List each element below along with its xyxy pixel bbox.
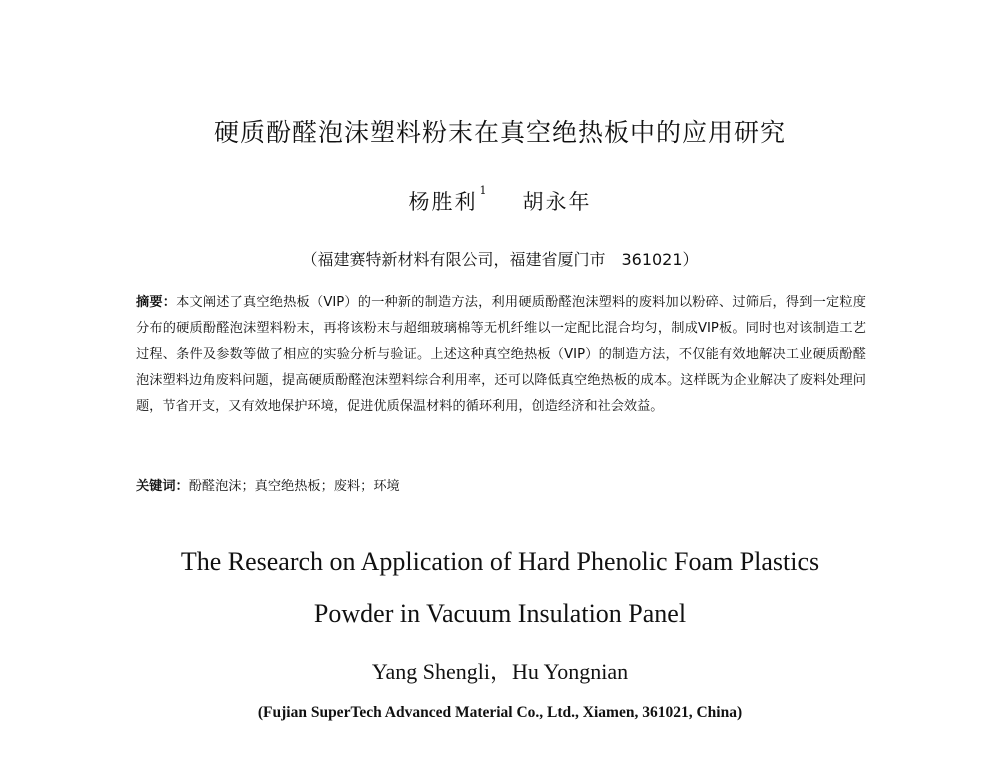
paper-title-chinese: 硬质酚醛泡沫塑料粉末在真空绝热板中的应用研究 bbox=[213, 118, 786, 147]
title-line: The Research on Application of Hard Phenolic Foam Plastics bbox=[180, 547, 820, 576]
affiliation-marker: 1 bbox=[479, 184, 489, 197]
abstract bbox=[136, 290, 866, 420]
affiliation-english: (Fujian SuperTech Advanced Material Co., Ltd., Xiamen, 361021, China) bbox=[257, 704, 743, 721]
title-line: Powder in Vacuum Insulation Panel bbox=[313, 599, 687, 628]
affiliation-chinese: （福建赛特新材料有限公司，福建省厦门市 361021） bbox=[301, 250, 699, 269]
keywords bbox=[136, 475, 866, 494]
authors-english: Yang Shengli，Hu Yongnian bbox=[371, 659, 629, 684]
abstract-text: 本文阐述了真空绝热板（VIP）的一种新的制造方法，利用硬质酚醛泡沫塑料的废料加以粉碎、过筛后，得到一定粒度分布的硬质酚醛泡沫塑料粉末，再将该粉末与超细玻璃棉等无机纤维以一定配比混合均匀，制成VIP板。同时也对该制造工艺过程、条件及参数等做了相应的实验分析与验证。上述这种真空绝热板（VIP）的制造方法，不仅能有效地解决工业硬质酚醛泡沫塑料边角废料问题，提高硬质酚醛泡沫塑料综合利用率，还可以降低真空绝热板的成本。这样既为企业解决了废料处理问题，节省开支，又有效地保护环境，促进优质保温材料的循环利用，创造经济和社会效益。 bbox=[136, 295, 866, 414]
abstract-label: 摘要： bbox=[136, 295, 177, 310]
keywords-text: 酚醛泡沫；真空绝热板；废料；环境 bbox=[188, 479, 400, 494]
authors-chinese bbox=[0, 186, 1000, 216]
author-name: 胡永年 bbox=[522, 190, 592, 214]
keywords-label: 关键词： bbox=[136, 479, 189, 494]
author-name: 杨胜利 bbox=[408, 190, 478, 214]
paper-title-english bbox=[0, 536, 1000, 640]
